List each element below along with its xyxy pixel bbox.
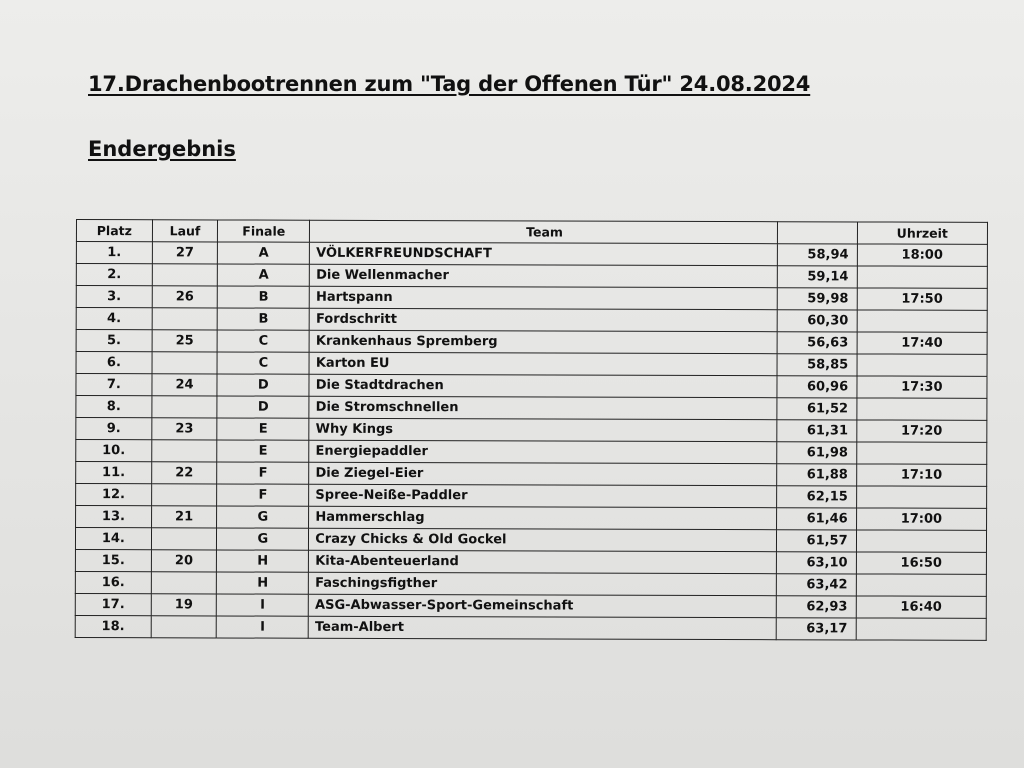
cell-zeit: 63,42 xyxy=(776,574,856,596)
cell-team: Kita-Abenteuerland xyxy=(309,550,777,573)
cell-lauf: 27 xyxy=(152,242,218,264)
cell-platz: 12. xyxy=(76,484,152,506)
cell-uhrzeit xyxy=(856,486,986,508)
cell-finale: D xyxy=(217,396,309,418)
cell-zeit: 59,98 xyxy=(777,288,857,310)
cell-lauf: 24 xyxy=(152,374,218,396)
cell-zeit: 58,85 xyxy=(777,354,857,376)
cell-platz: 2. xyxy=(76,264,152,286)
table-row xyxy=(76,330,987,355)
table-row xyxy=(75,528,986,553)
cell-uhrzeit xyxy=(857,354,987,376)
table-row xyxy=(76,484,987,509)
cell-lauf xyxy=(152,352,218,374)
cell-lauf: 26 xyxy=(152,286,218,308)
cell-zeit: 61,98 xyxy=(777,442,857,464)
cell-zeit: 63,17 xyxy=(776,618,856,640)
cell-platz: 3. xyxy=(76,286,152,308)
cell-zeit: 60,30 xyxy=(777,310,857,332)
cell-finale: F xyxy=(217,462,309,484)
table-row xyxy=(76,462,987,487)
cell-team: ASG-Abwasser-Sport-Gemeinschaft xyxy=(309,594,777,617)
cell-lauf xyxy=(151,528,217,550)
cell-uhrzeit: 18:00 xyxy=(857,244,987,266)
cell-platz: 9. xyxy=(76,418,152,440)
cell-lauf: 20 xyxy=(151,550,217,572)
header-uhrzeit: Uhrzeit xyxy=(857,222,987,244)
cell-uhrzeit xyxy=(856,530,986,552)
table-row xyxy=(75,571,986,596)
cell-lauf xyxy=(151,572,217,594)
cell-zeit: 62,15 xyxy=(776,486,856,508)
cell-uhrzeit xyxy=(857,266,987,288)
cell-zeit: 61,31 xyxy=(777,420,857,442)
cell-platz: 8. xyxy=(76,396,152,418)
cell-zeit: 59,14 xyxy=(777,266,857,288)
cell-team: Die Wellenmacher xyxy=(310,264,778,287)
cell-platz: 7. xyxy=(76,374,152,396)
cell-finale: B xyxy=(218,286,310,308)
table-row xyxy=(76,440,987,465)
cell-zeit: 60,96 xyxy=(777,376,857,398)
cell-team: Hammerschlag xyxy=(309,506,777,529)
results-table xyxy=(75,219,988,641)
cell-finale: I xyxy=(217,616,309,638)
header-platz: Platz xyxy=(76,220,152,242)
cell-platz: 13. xyxy=(76,506,152,528)
cell-platz: 16. xyxy=(75,571,151,593)
cell-zeit: 61,88 xyxy=(777,464,857,486)
cell-lauf: 23 xyxy=(152,418,218,440)
cell-team: Karton EU xyxy=(309,352,777,375)
table-row xyxy=(76,308,987,333)
cell-finale: A xyxy=(218,242,310,264)
table-row xyxy=(76,374,987,399)
cell-finale: I xyxy=(217,594,309,616)
cell-team: Spree-Neiße-Paddler xyxy=(309,484,777,507)
cell-lauf xyxy=(151,616,217,638)
cell-lauf: 21 xyxy=(151,506,217,528)
cell-uhrzeit: 16:40 xyxy=(856,596,986,618)
cell-lauf xyxy=(152,264,218,286)
table-row xyxy=(75,615,986,640)
document-title: 17.Drachenbootrennen zum "Tag der Offenen Tür" 24.08.2024 xyxy=(88,72,811,96)
cell-platz: 6. xyxy=(76,352,152,374)
cell-zeit: 56,63 xyxy=(777,332,857,354)
cell-lauf: 19 xyxy=(151,594,217,616)
cell-uhrzeit: 17:10 xyxy=(856,464,986,486)
table-header-row xyxy=(76,220,987,245)
cell-platz: 17. xyxy=(75,593,151,615)
cell-team: Krankenhaus Spremberg xyxy=(309,330,777,353)
cell-uhrzeit: 17:40 xyxy=(857,332,987,354)
cell-platz: 1. xyxy=(76,242,152,264)
cell-finale: H xyxy=(217,550,309,572)
header-finale: Finale xyxy=(218,220,310,242)
cell-finale: G xyxy=(217,528,309,550)
table-row xyxy=(75,549,986,574)
cell-team: VÖLKERFREUNDSCHAFT xyxy=(310,242,778,265)
cell-team: Hartspann xyxy=(310,286,778,309)
cell-team: Fordschritt xyxy=(309,308,777,331)
cell-uhrzeit xyxy=(856,618,986,640)
header-team: Team xyxy=(310,220,778,243)
table-row xyxy=(76,418,987,443)
cell-finale: G xyxy=(217,506,309,528)
cell-finale: C xyxy=(217,352,309,374)
cell-finale: B xyxy=(218,308,310,330)
cell-uhrzeit xyxy=(856,442,986,464)
cell-uhrzeit: 17:50 xyxy=(857,288,987,310)
cell-team: Energiepaddler xyxy=(309,440,777,463)
cell-uhrzeit xyxy=(856,574,986,596)
table-row xyxy=(76,264,987,289)
table-row xyxy=(76,242,987,267)
cell-zeit: 61,46 xyxy=(776,508,856,530)
cell-lauf xyxy=(151,440,217,462)
cell-platz: 18. xyxy=(75,615,151,637)
table-row xyxy=(75,593,986,618)
cell-uhrzeit: 16:50 xyxy=(856,552,986,574)
cell-finale: H xyxy=(217,572,309,594)
cell-team: Crazy Chicks & Old Gockel xyxy=(309,528,777,551)
results-table-body xyxy=(75,242,987,641)
cell-team: Team-Albert xyxy=(308,616,776,639)
header-zeit xyxy=(777,222,857,244)
cell-uhrzeit: 17:20 xyxy=(856,420,986,442)
cell-team: Die Stadtdrachen xyxy=(309,374,777,397)
cell-lauf xyxy=(152,396,218,418)
cell-team: Die Stromschnellen xyxy=(309,396,777,419)
cell-lauf: 22 xyxy=(151,462,217,484)
document-subtitle: Endergebnis xyxy=(88,137,236,161)
cell-platz: 4. xyxy=(76,308,152,330)
cell-zeit: 58,94 xyxy=(777,244,857,266)
cell-zeit: 63,10 xyxy=(776,552,856,574)
cell-uhrzeit: 17:30 xyxy=(857,376,987,398)
cell-lauf xyxy=(152,308,218,330)
cell-team: Why Kings xyxy=(309,418,777,441)
cell-zeit: 62,93 xyxy=(776,596,856,618)
cell-finale: D xyxy=(217,374,309,396)
cell-platz: 10. xyxy=(76,440,152,462)
cell-zeit: 61,52 xyxy=(777,398,857,420)
cell-finale: F xyxy=(217,484,309,506)
table-row xyxy=(76,506,987,531)
cell-team: Die Ziegel-Eier xyxy=(309,462,777,485)
header-lauf: Lauf xyxy=(152,220,218,242)
cell-finale: E xyxy=(217,440,309,462)
cell-uhrzeit xyxy=(857,310,987,332)
table-row xyxy=(76,286,987,311)
cell-uhrzeit xyxy=(857,398,987,420)
cell-team: Faschingsfigther xyxy=(309,572,777,595)
cell-uhrzeit: 17:00 xyxy=(856,508,986,530)
cell-lauf: 25 xyxy=(152,330,218,352)
cell-finale: E xyxy=(217,418,309,440)
cell-platz: 5. xyxy=(76,330,152,352)
cell-zeit: 61,57 xyxy=(776,530,856,552)
cell-platz: 11. xyxy=(76,462,152,484)
cell-platz: 14. xyxy=(75,528,151,550)
cell-finale: A xyxy=(218,264,310,286)
cell-lauf xyxy=(151,484,217,506)
cell-platz: 15. xyxy=(75,549,151,571)
table-row xyxy=(76,352,987,377)
table-row xyxy=(76,396,987,421)
cell-finale: C xyxy=(217,330,309,352)
